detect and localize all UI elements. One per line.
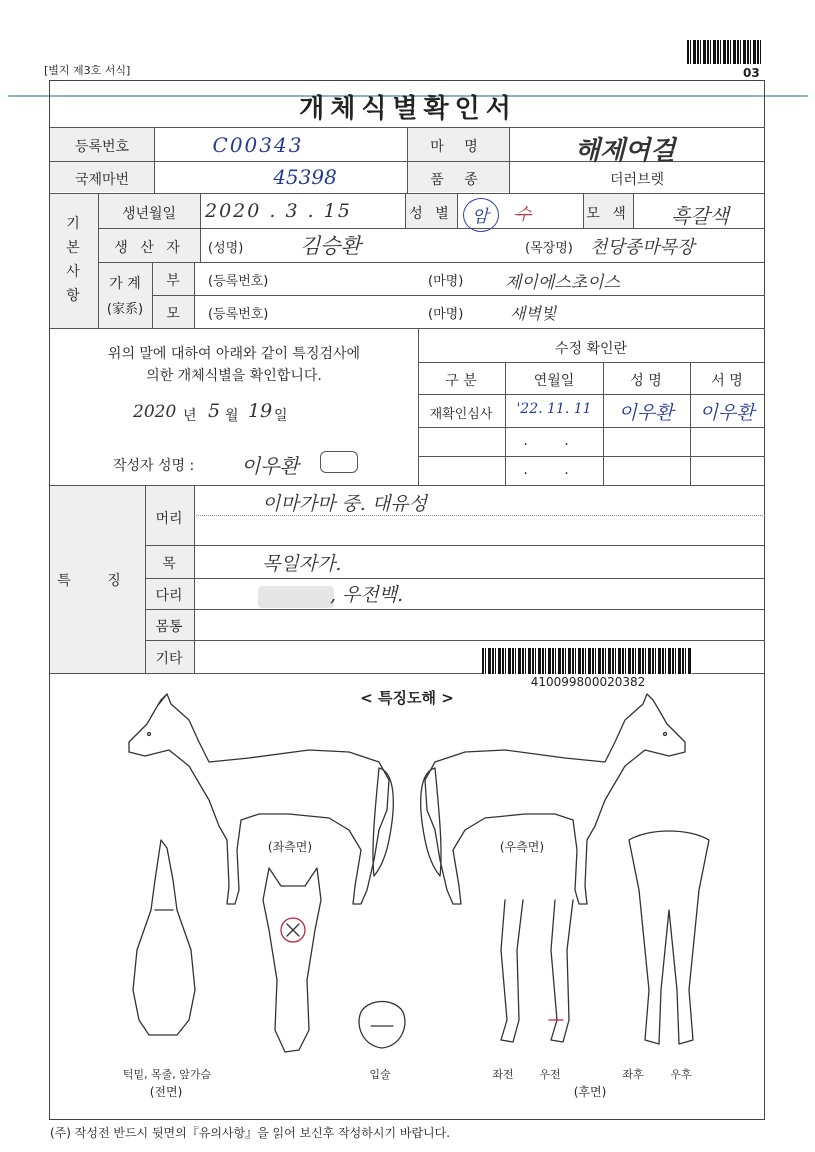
left-hind-caption: 좌후 <box>622 1068 644 1081</box>
basic-section-label: 기본사항 <box>66 216 80 304</box>
name-label: 마 명 <box>430 139 486 155</box>
empty-date-1: . . <box>523 433 585 449</box>
intl-no-label: 국제마번 <box>74 172 130 188</box>
writer-label: 작성자 성명 : <box>113 458 195 474</box>
col-name: 성 명 <box>630 373 662 389</box>
right-hind-caption: 우후 <box>670 1068 692 1081</box>
right-fore-caption: 우전 <box>539 1068 561 1081</box>
producer-name-value: 김승환 <box>300 234 361 258</box>
statement-line-1: 위의 말에 대하여 아래와 같이 특징검사에 <box>107 346 361 362</box>
rear-caption: (후면) <box>573 1085 607 1099</box>
empty-date-2: . . <box>523 462 585 478</box>
sire-label: 부 <box>166 273 180 289</box>
front-legs-outline <box>501 900 573 1042</box>
sex-label: 성 별 <box>409 206 453 222</box>
rule <box>98 193 99 328</box>
rule <box>690 362 691 485</box>
rule <box>154 127 155 193</box>
coat-label: 모 색 <box>586 206 630 222</box>
birth-label: 생년월일 <box>121 206 177 222</box>
producer-name-label: (성명) <box>208 241 244 256</box>
lineage-label: 가 계 <box>109 276 141 292</box>
barcode-number: 410099800020382 <box>530 675 646 689</box>
lineage-hanja: (家系) <box>106 302 144 317</box>
dam-label: 모 <box>166 306 180 322</box>
rule <box>145 545 765 546</box>
head-label: 머리 <box>155 511 183 527</box>
date-month-unit: 월 <box>225 408 239 424</box>
rule <box>145 485 146 673</box>
rule <box>194 485 195 673</box>
intl-no-value: 45398 <box>273 165 337 189</box>
left-side-horse-outline <box>129 694 393 904</box>
diagram-title: < 특징도해 > <box>360 689 454 707</box>
rule <box>418 362 765 363</box>
form-note: [별지 제3호 서식] <box>44 64 131 77</box>
rule <box>98 262 765 263</box>
date-day: 19 <box>248 400 273 422</box>
front-head-outline <box>263 868 321 1052</box>
rule <box>457 193 458 228</box>
rule <box>418 456 765 457</box>
producer-label: 생 산 자 <box>114 240 184 256</box>
rule <box>98 228 765 229</box>
page-title: 개체식별확인서 <box>299 94 517 124</box>
other-label: 기타 <box>155 651 183 667</box>
cell-bg <box>98 262 152 328</box>
sex-option-male: 수 <box>515 205 532 225</box>
muzzle-outline <box>359 1002 405 1049</box>
rule <box>405 193 406 228</box>
date-year: 2020 <box>133 402 177 422</box>
rule <box>418 427 765 428</box>
legs-label: 다리 <box>155 588 183 604</box>
statement-line-2: 의한 개체식별을 확인합니다. <box>146 368 322 384</box>
ranch-label: (목장명) <box>525 241 573 256</box>
rule <box>633 193 634 228</box>
redacted-blur <box>258 586 334 608</box>
rule <box>603 362 604 485</box>
name-value: 해제여걸 <box>574 136 676 166</box>
revision-type: 재확인심사 <box>429 407 493 422</box>
sire-reg-no-label: (등록번호) <box>208 274 269 289</box>
legs-value: , 우전백. <box>330 584 404 606</box>
reg-no-label: 등록번호 <box>74 139 130 155</box>
col-type: 구 분 <box>445 373 477 389</box>
breed-label: 품 종 <box>430 172 486 188</box>
coat-value: 흑갈색 <box>671 204 729 228</box>
features-section-label: 특 징 <box>57 573 137 589</box>
dam-reg-no-label: (등록번호) <box>208 307 269 322</box>
chest-caption: 턱밑, 목줄, 앞가슴 <box>122 1068 212 1081</box>
writer-value: 이우환 <box>241 454 299 478</box>
body-label: 몸통 <box>155 619 183 635</box>
rule <box>583 193 584 228</box>
head-value: 이마가마 중. 대유성 <box>262 493 427 515</box>
rule <box>418 394 765 395</box>
rule <box>145 640 765 641</box>
rule <box>145 578 765 579</box>
top-barcode <box>687 40 763 64</box>
dam-value: 새벽빛 <box>510 304 557 323</box>
rule <box>145 609 765 610</box>
horse-diagram-svg <box>49 690 765 1120</box>
ranch-value: 천당종마목장 <box>590 237 695 258</box>
dam-name-label: (마명) <box>428 307 464 322</box>
rule <box>418 328 419 485</box>
rear-view-outline <box>629 831 709 1044</box>
rule <box>505 362 506 485</box>
col-sign: 서 명 <box>711 373 743 389</box>
revision-sign: 이우환 <box>699 402 755 424</box>
date-day-unit: 일 <box>274 408 288 424</box>
neck-value: 목일자가. <box>262 553 342 575</box>
muzzle-caption: 입술 <box>369 1068 391 1081</box>
sex-option-female: 암 <box>472 207 489 227</box>
neck-label: 목 <box>162 556 176 572</box>
breed-value: 더러브렛 <box>609 172 665 188</box>
left-side-caption: (좌측면) <box>267 840 313 854</box>
right-side-horse-outline <box>421 694 685 904</box>
rule <box>509 127 510 193</box>
page-number: 03 <box>743 66 760 80</box>
revision-name: 이우환 <box>618 402 674 424</box>
left-fore-caption: 좌전 <box>492 1068 514 1081</box>
sire-name-label: (마명) <box>428 274 464 289</box>
front-caption: (전면) <box>149 1085 183 1099</box>
sticker-barcode <box>482 648 692 674</box>
footer-note: (주) 작성전 반드시 뒷면의『유의사항』을 읽어 보신후 작성하시기 바랍니다. <box>50 1126 451 1140</box>
reg-no-value: C00343 <box>212 133 304 157</box>
right-side-caption: (우측면) <box>499 840 545 854</box>
writer-seal <box>320 451 358 473</box>
revision-title: 수정 확인란 <box>554 341 628 357</box>
birth-value: 2020 . 3 . 15 <box>205 200 352 222</box>
date-year-unit: 년 <box>183 408 197 424</box>
sire-value: 제이에스초이스 <box>505 273 620 293</box>
front-view-chest-outline <box>133 840 195 1035</box>
rule <box>152 295 765 296</box>
rule <box>49 328 765 329</box>
col-date: 연월일 <box>533 373 575 389</box>
revision-date: '22. 11. 11 <box>516 401 592 417</box>
rule <box>407 127 408 193</box>
date-month: 5 <box>208 400 221 422</box>
